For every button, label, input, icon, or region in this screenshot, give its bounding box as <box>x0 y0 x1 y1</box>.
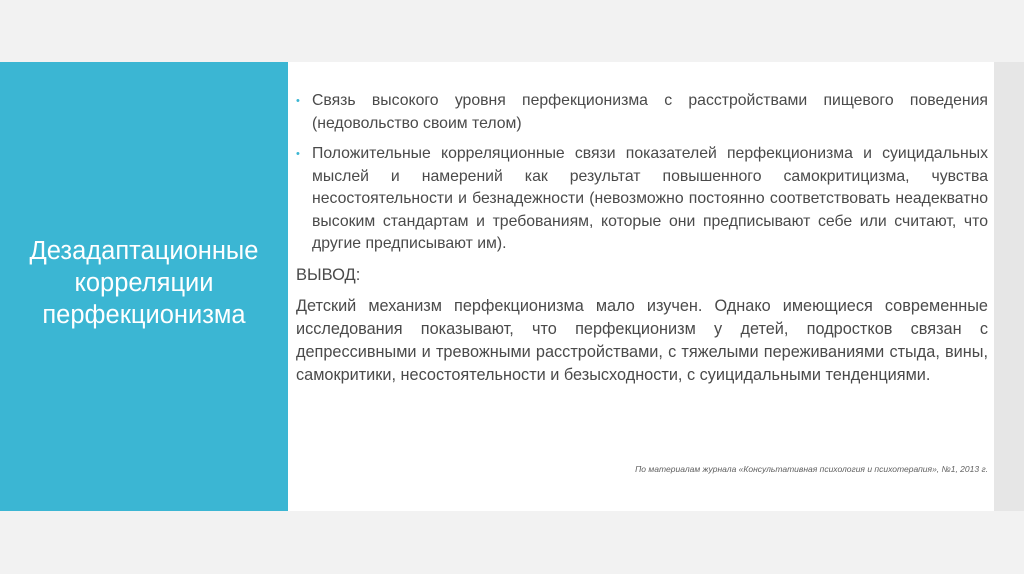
bullet-text: Связь высокого уровня перфекционизма с расстройствами пищевого поведения (недовольство своим телом) <box>312 92 988 132</box>
conclusion-text: Детский механизм перфекционизма мало изучен. Однако имеющиеся современные исследования показывают, что перфекционизм у детей, подростков связан с депрессивными и тревожными расстройствами, с тяжелыми переживаниями стыда, вины, самокритики, несостоятельности и безысходности, с суицидальными тенденциями. <box>296 297 988 384</box>
title-line-3: перфекционизма <box>42 301 246 329</box>
bullet-item <box>294 143 988 256</box>
source-citation: По материалам журнала «Консультативная психология и психотерапия», №1, 2013 г. <box>635 464 988 474</box>
bullet-item <box>294 90 988 135</box>
scrollbar[interactable] <box>994 62 1024 511</box>
bullet-text: Положительные корреляционные связи показателей перфекционизма и суицидальных мыслей и намерений как результат повышенного самокритицизма, чувства несостоятельности и безнадежности (невозможно постоянно соответствовать неадекватно высоким стандартам и требованиям, которые они предписывают себе или считают, что другие предписывают им). <box>312 145 988 252</box>
slide <box>0 62 1024 511</box>
title-line-2: корреляции <box>74 269 214 297</box>
slide-content <box>294 90 988 387</box>
slide-title <box>24 235 265 331</box>
bullet-dot-icon: • <box>296 95 300 107</box>
conclusion-heading: ВЫВОД: <box>296 265 361 284</box>
title-line-1: Дезадаптационные <box>29 237 259 265</box>
title-panel <box>0 62 288 511</box>
bullet-dot-icon: • <box>296 148 300 160</box>
